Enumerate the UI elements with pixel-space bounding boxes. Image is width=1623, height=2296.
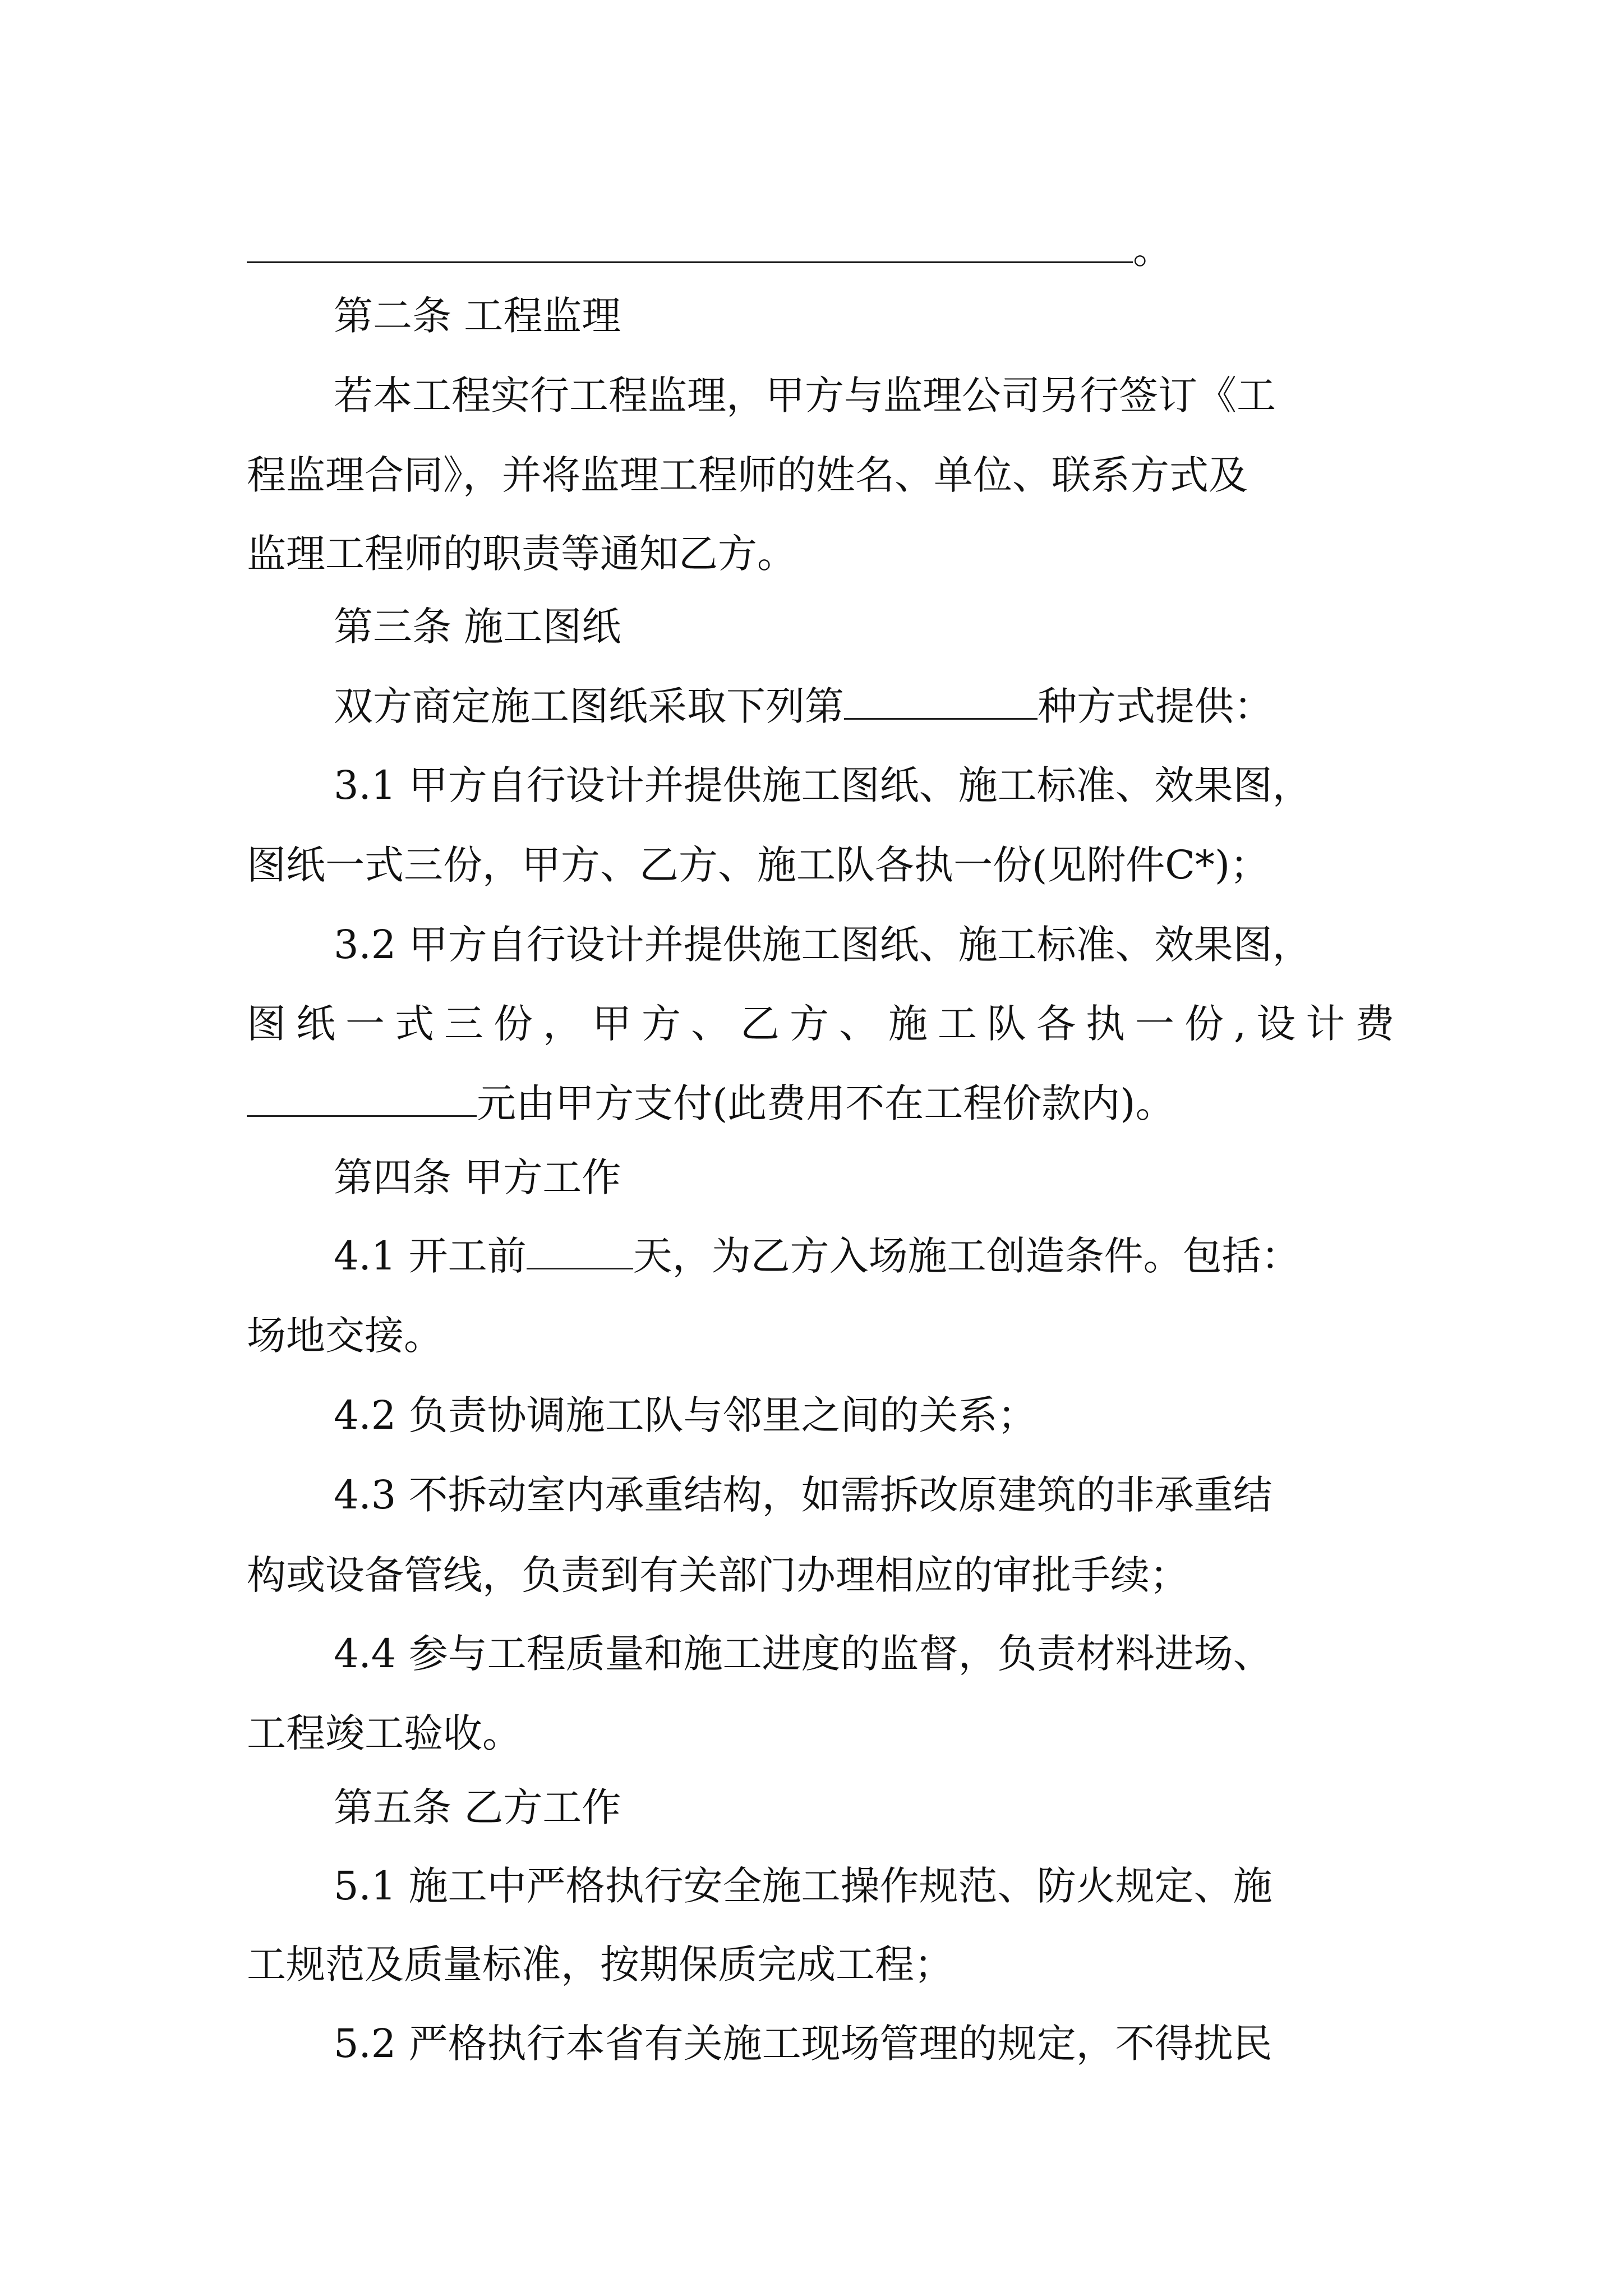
clause-4-4: 4.4 参与工程质量和施工进度的监督，负责材料进场、: [334, 1631, 1272, 1677]
clause-3-2: 3.2 甲方自行设计并提供施工图纸、施工标准、效果图，: [334, 922, 1312, 968]
fill-line-end: 。: [247, 222, 1172, 278]
clause-3-1: 3.1 甲方自行设计并提供施工图纸、施工标准、效果图，: [334, 762, 1312, 808]
blank-underline[interactable]: [247, 222, 1133, 263]
design-fee-blank[interactable]: [247, 1076, 477, 1117]
days-blank[interactable]: [527, 1228, 633, 1269]
article-3-intro: 双方商定施工图纸采取下列第 种方式提供：: [334, 678, 1273, 734]
article-2-text-line: 若本工程实行工程监理，甲方与监理公司另行签订《工: [334, 372, 1276, 418]
clause-3-2-cont: 图纸一式三份，甲方、乙方、施工队各执一份,设计费: [247, 1001, 1405, 1047]
clause-5-2: 5.2 严格执行本省有关施工现场管理的规定，不得扰民: [334, 2021, 1272, 2067]
clause-3-1-cont: 图纸一式三份，甲方、乙方、施工队各执一份(见附件C*)；: [247, 842, 1270, 888]
article-2-text-line: 监理工程师的职责等通知乙方。: [247, 531, 796, 577]
article-2-heading: 第二条 工程监理: [334, 293, 621, 339]
clause-4-2: 4.2 负责协调施工队与邻里之间的关系；: [334, 1392, 1037, 1438]
clause-5-1-cont: 工规范及质量标准，按期保质完成工程；: [247, 1941, 953, 1987]
article-4-heading: 第四条 甲方工作: [334, 1154, 621, 1200]
article-2-text-line: 程监理合同》，并将监理工程师的姓名、单位、联系方式及: [247, 452, 1248, 498]
article-3-heading: 第三条 施工图纸: [334, 604, 621, 650]
clause-5-1: 5.1 施工中严格执行安全施工操作规范、防火规定、施: [334, 1863, 1272, 1909]
clause-4-1-cont: 场地交接。: [247, 1313, 443, 1359]
clause-4-4-cont: 工程竣工验收。: [247, 1710, 522, 1756]
clause-4-1: 4.1 开工前 天，为乙方入场施工创造条件。包括：: [334, 1228, 1301, 1284]
article-5-heading: 第五条 乙方工作: [334, 1784, 621, 1830]
clause-4-3: 4.3 不拆动室内承重结构，如需拆改原建筑的非承重结: [334, 1472, 1272, 1518]
clause-3-2-fee: 元由甲方支付(此费用不在工程价款内)。: [247, 1075, 1175, 1131]
clause-4-3-cont: 构或设备管线，负责到有关部门办理相应的审批手续；: [247, 1552, 1189, 1598]
method-number-blank[interactable]: [844, 679, 1038, 720]
